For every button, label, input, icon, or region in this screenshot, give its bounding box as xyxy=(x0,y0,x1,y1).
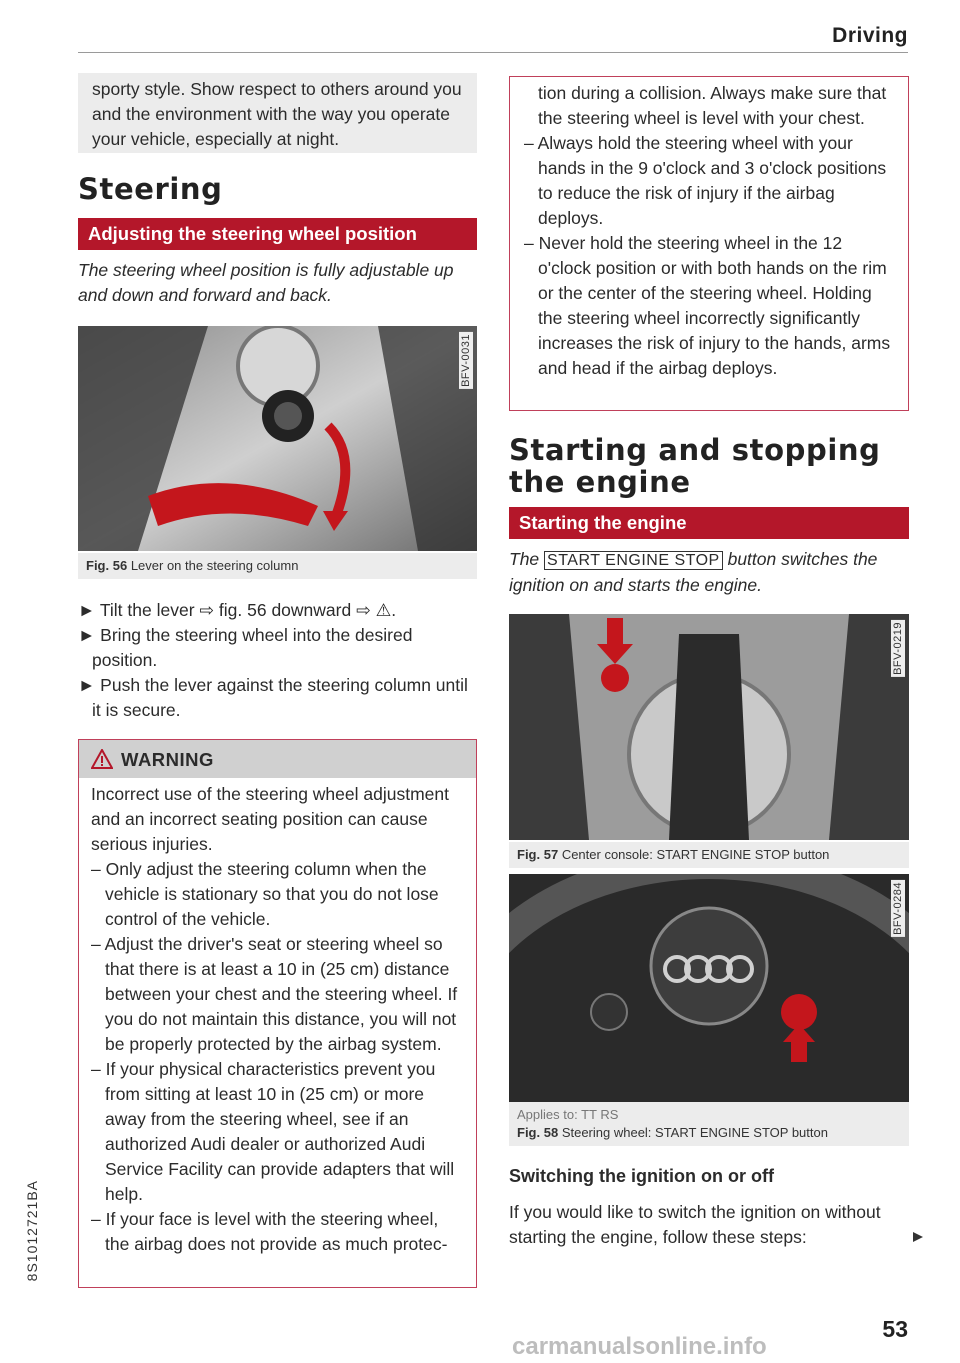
starting-subheading: Starting the engine xyxy=(509,507,909,539)
start-stop-key: START ENGINE STOP xyxy=(544,551,723,570)
starting-heading: Starting and stopping the engine xyxy=(509,433,881,499)
warning-icon xyxy=(91,749,113,769)
fig58-caption-text: Steering wheel: START ENGINE STOP button xyxy=(561,1125,828,1140)
intro-text: sporty style. Show respect to others around you and the environment with the way you operate your vehicle, especially at night. xyxy=(92,79,462,149)
fig58-code: BFV-0284 xyxy=(892,882,904,935)
steering-wheel-illustration xyxy=(509,874,909,1102)
steps-list xyxy=(78,598,477,723)
adjust-subheading: Adjusting the steering wheel position xyxy=(78,218,477,250)
fig57-caption-text: Center console: START ENGINE STOP button xyxy=(561,847,830,862)
warning-box xyxy=(78,739,477,1288)
fig57-caption xyxy=(509,842,909,868)
warning-item-2: – Adjust the driver's seat or steering wheel so that there is at least a 10 in (25 cm) distance between your chest and the steering wheel. If you do not maintain this distance, you will not be properly protected by the airbag system. xyxy=(91,934,458,1054)
fig56-caption-text: Lever on the steering column xyxy=(130,558,299,573)
page-number: 53 xyxy=(882,1316,908,1342)
starting-lead xyxy=(509,547,909,598)
fig58-image xyxy=(509,874,909,1102)
center-console-illustration xyxy=(509,614,909,840)
step-3: ► Push the lever against the steering column until it is secure. xyxy=(78,675,468,720)
fig57-number: Fig. 57 xyxy=(517,847,559,862)
fig56-number: Fig. 56 xyxy=(86,558,128,573)
lead-pre: The xyxy=(509,549,540,569)
continue-arrow-icon xyxy=(912,1231,924,1243)
fig57-code: BFV-0219 xyxy=(892,622,904,675)
ignition-heading: Switching the ignition on or off xyxy=(509,1166,774,1186)
steering-column-illustration xyxy=(78,326,477,551)
continuation-item-2: – Never hold the steering wheel in the 12 o'clock position or with both hands on the rim or the center of the steering wheel. Holding the steering wheel incorrectly significantly increases the risk of injury to the hands, arms and head if the airbag deploys. xyxy=(524,233,891,378)
step-1: ► Tilt the lever ⇨ fig. 56 downward ⇨ ⚠. xyxy=(78,600,397,620)
fig56-image xyxy=(78,326,477,551)
adjust-lead: The steering wheel position is fully adjustable up and down and forward and back. xyxy=(78,260,454,305)
warning-intro: Incorrect use of the steering wheel adjustment and an incorrect seating position can cause serious injuries. xyxy=(91,784,449,854)
intro-box xyxy=(78,73,477,153)
warning-item-1: – Only adjust the steering column when the vehicle is stationary so that you do not lose control of the vehicle. xyxy=(91,859,439,929)
fig58-applies: Applies to: TT RS xyxy=(517,1107,619,1122)
continuation-text: tion during a collision. Always make sure that the steering wheel is level with your chest. xyxy=(538,83,887,128)
step-2: ► Bring the steering wheel into the desired position. xyxy=(78,625,413,670)
warning-title: WARNING xyxy=(121,749,214,770)
document-code: 8S1012721BA xyxy=(24,1180,40,1282)
section-title: Driving xyxy=(832,24,908,47)
footer-watermark: carmanualsonline.info xyxy=(512,1333,767,1360)
fig58-number: Fig. 58 xyxy=(517,1125,559,1140)
warning-item-3: – If your physical characteristics prevent you from sitting at least 10 in (25 cm) or more away from the steering wheel, see if an authorized Audi dealer or authorized Audi Service Facility can provide adapters that will help. xyxy=(91,1059,455,1204)
warning-body xyxy=(79,778,476,1257)
lead-post: button switches the ignition on and starts the engine. xyxy=(509,549,878,595)
continuation-item-1: – Always hold the steering wheel with your hands in the 9 o'clock and 3 o'clock positions to reduce the risk of injury if the airbag deploys. xyxy=(524,133,887,228)
fig56-code: BFV-0031 xyxy=(460,334,472,387)
warning-item-4: – If your face is level with the steering wheel, the airbag does not provide as much protec- xyxy=(91,1209,448,1254)
fig58-caption xyxy=(509,1102,909,1146)
ignition-paragraph: If you would like to switch the ignition on without starting the engine, follow these steps: xyxy=(509,1202,881,1247)
fig56-caption xyxy=(78,553,477,579)
fig57-image xyxy=(509,614,909,840)
warning-header xyxy=(79,740,476,778)
steering-heading: Steering xyxy=(78,172,223,206)
header-divider xyxy=(78,52,908,53)
warning-continuation xyxy=(509,76,909,411)
